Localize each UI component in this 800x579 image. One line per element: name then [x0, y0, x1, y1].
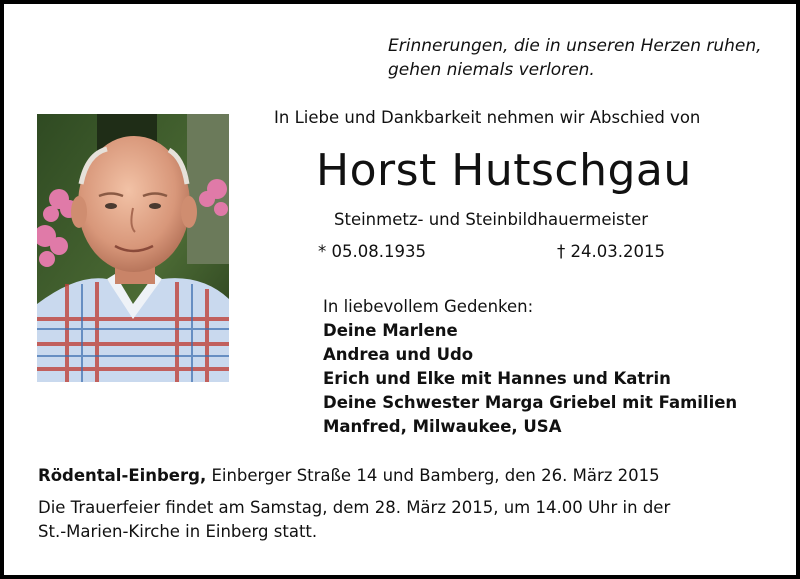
place-address-date: Einberger Straße 14 und Bamberg, den 26. März 2015 — [206, 466, 660, 485]
intro-text: In Liebe und Dankbarkeit nehmen wir Abschied von — [274, 108, 701, 127]
birth-date: * 05.08.1935 — [318, 242, 426, 261]
motto-line-1: Erinnerungen, die in unseren Herzen ruhen, — [388, 36, 762, 56]
service-line-2: St.-Marien-Kirche in Einberg statt. — [38, 522, 318, 541]
mourner-name: Erich und Elke mit Hannes und Katrin — [323, 369, 671, 388]
funeral-service-info — [38, 496, 738, 544]
service-line-1: Die Trauerfeier findet am Samstag, dem 28. März 2015, um 14.00 Uhr in der — [38, 498, 671, 517]
mourners-heading: In liebevollem Gedenken: — [323, 297, 534, 316]
mourner-name: Manfred, Milwaukee, USA — [323, 417, 562, 436]
mourners-block — [323, 295, 737, 439]
mourner-name: Deine Schwester Marga Griebel mit Familien — [323, 393, 738, 412]
mourner-name: Deine Marlene — [323, 321, 458, 340]
mourner-name: Andrea und Udo — [323, 345, 474, 364]
motto — [388, 34, 788, 82]
deceased-title: Steinmetz- und Steinbildhauermeister — [334, 210, 649, 229]
place-town: Rödental-Einberg, — [38, 466, 207, 485]
death-date: † 24.03.2015 — [557, 242, 665, 261]
motto-line-2: gehen niemals verloren. — [388, 60, 595, 80]
portrait-photo — [37, 114, 229, 382]
deceased-name: Horst Hutschgau — [316, 145, 692, 196]
place-and-date — [38, 466, 660, 485]
